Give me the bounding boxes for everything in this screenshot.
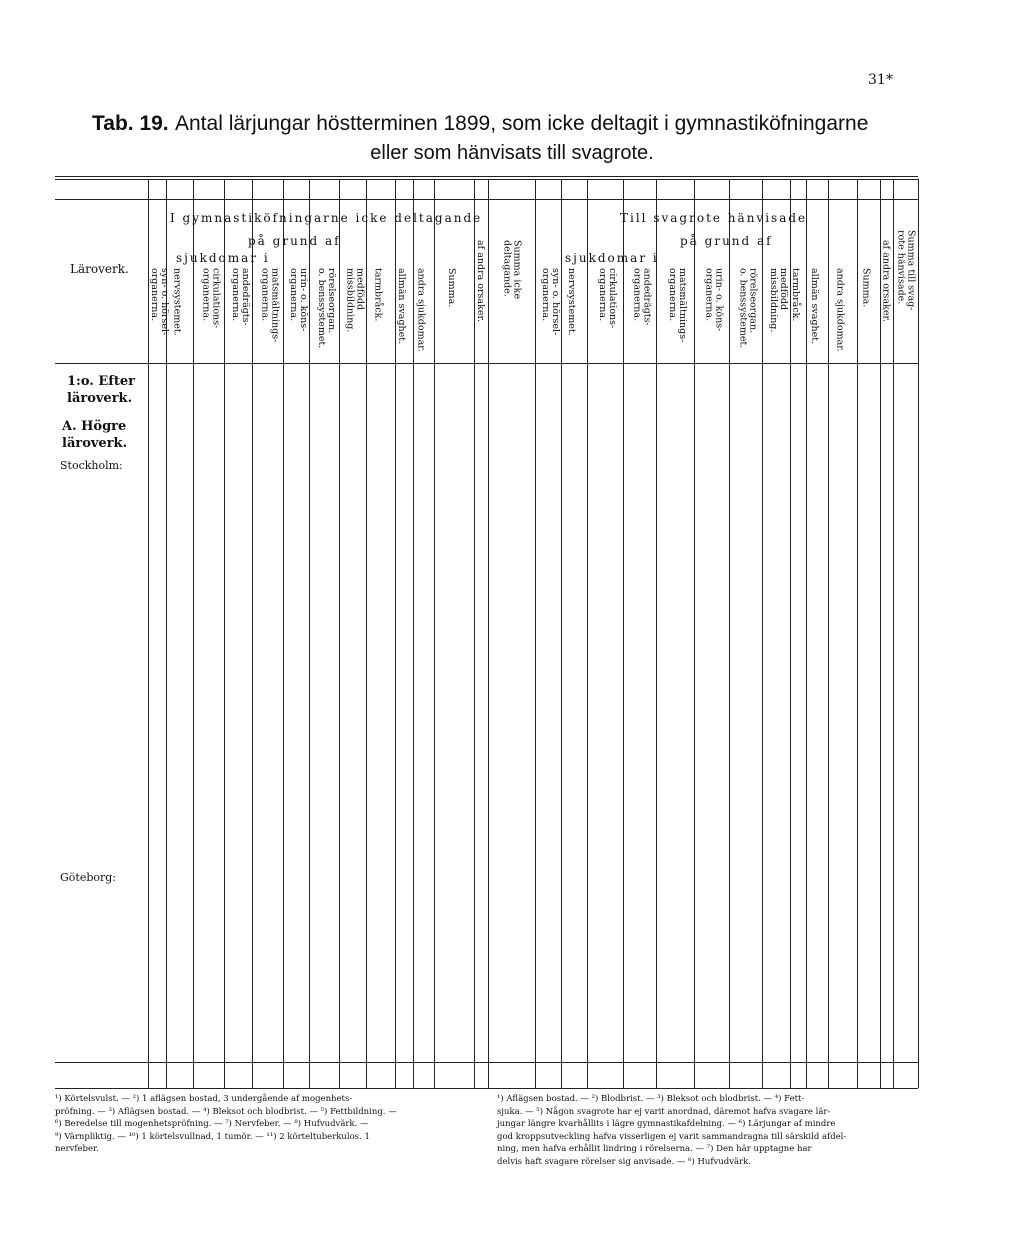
- footnote-left-line: pröfning. — ³) Aflägsen bostad. — ⁴) Bleksot och blodbrist. — ⁵) Fettbildning. —: [55, 1106, 397, 1117]
- header-pa-grund-left: på grund af: [248, 234, 341, 248]
- rule-top: [55, 176, 918, 177]
- footnote-right-line: ¹) Aflägsen bostad. — ²) Blodbrist. — ³) Bleksot och blodbrist. — ⁴) Fett-: [497, 1094, 805, 1104]
- header-col-14: af andra orsaker.: [475, 240, 486, 322]
- header-col-right-18: cirkulations- organerna.: [597, 268, 618, 329]
- column-rule: [587, 179, 588, 1088]
- column-rule: [488, 179, 489, 1088]
- header-col-29: Summa till svag- rote hänvisade.: [895, 230, 917, 311]
- column-rule: [413, 179, 414, 1088]
- header-col-left-10: tarmbråck.: [372, 268, 384, 322]
- column-rule: [806, 179, 807, 1088]
- column-rule: [339, 179, 340, 1088]
- column-rule: [366, 179, 367, 1088]
- rule-bottom: [55, 1088, 918, 1089]
- header-col-left-3: nervsystemet.: [171, 268, 183, 336]
- header-col-right-26: andra sjukdomar.: [834, 268, 846, 352]
- section-goteborg: Göteborg:: [60, 871, 117, 884]
- column-rule: [193, 179, 194, 1088]
- header-sjukdomar-left: sjukdomar i: [176, 251, 270, 265]
- header-col-left-9: medfödd missbildning.: [344, 268, 366, 333]
- column-rule: [224, 179, 225, 1088]
- header-group-left: I gymnastiköfningarne icke deltagande: [170, 211, 483, 225]
- page-number: 31*: [868, 72, 893, 88]
- section-stockholm: Stockholm:: [60, 459, 123, 472]
- column-rule: [535, 179, 536, 1088]
- header-col-left-2: syn- o. hörsel- organerna.: [149, 268, 170, 336]
- column-rule: [762, 179, 763, 1088]
- header-col-left-6: matsmältnings- organerna.: [259, 268, 281, 343]
- header-col-right-24: tarmbråck.: [790, 268, 801, 322]
- page-title: Antal lärjungar höstterminen 1899, som icke deltagit i gymnastiköfningarne: [175, 112, 869, 135]
- section-efter: 1:o. Efter läroverk.: [67, 374, 135, 406]
- header-pa-grund-right: på grund af: [680, 234, 773, 248]
- header-col-left-13: Summa.: [446, 268, 457, 308]
- section-hogre: A. Högre läroverk.: [62, 419, 128, 451]
- header-col-left-4: cirkulations- organerna.: [200, 268, 222, 329]
- header-col-right-19: andedrägts- organerna.: [631, 268, 653, 326]
- column-rule: [694, 179, 695, 1088]
- header-col-right-25: allmän svaghet.: [809, 268, 820, 345]
- header-group-right: Till svagrote hänvisade: [620, 211, 808, 225]
- footnote-left-line: nervfeber.: [55, 1144, 99, 1154]
- header-col-28: af andra orsaker.: [880, 240, 892, 322]
- footnote-right-line: jungar längre kvarhållits i lägre gymnastikafdelning. — ⁶) Lärjungar af mindre: [497, 1119, 836, 1129]
- column-rule: [729, 179, 730, 1088]
- footnote-left-line: ¹) Körtelsvulst. — ²) 1 aflägsen bostad, 3 undergående af mogenhets-: [55, 1094, 353, 1104]
- header-sjukdomar-right: sjukdomar i: [565, 251, 659, 265]
- column-rule: [252, 179, 253, 1088]
- header-col-right-17: nervsystemet.: [566, 268, 577, 336]
- header-col-left-12: andra sjukdomar.: [415, 268, 427, 352]
- footnote-left-line: ⁹) Värnpliktig. — ¹⁰) 1 körtelsvullnad, 1 tumör. — ¹¹) 2 körteltuberkulos. 1: [55, 1131, 370, 1142]
- column-rule: [434, 179, 435, 1088]
- header-col-left-7: urin- o. köns- organerna.: [288, 268, 309, 332]
- header-col-right-27: Summa.: [860, 268, 872, 308]
- column-rule: [309, 179, 310, 1088]
- header-col-right-16: syn- o. hörsel- organerna.: [540, 268, 561, 336]
- column-rule: [828, 179, 829, 1088]
- column-rule: [283, 179, 284, 1088]
- footnote-right-line: sjuka. — ⁵) Någon svagrote har ej varit anordnad, däremot hafva svagare lär-: [497, 1106, 831, 1117]
- table-label: Tab. 19.: [92, 112, 169, 135]
- header-laroverk: Läroverk.: [70, 262, 129, 276]
- rule-header-bottom: [55, 363, 918, 364]
- column-rule: [561, 179, 562, 1088]
- header-col-left-8: rörelseorgan. o. benssystemet.: [316, 268, 337, 349]
- header-col-right-23: medfödd missbildning.: [768, 268, 789, 333]
- column-rule: [623, 179, 624, 1088]
- rule-summa-top: [55, 1062, 918, 1063]
- header-col-right-21: urin- o. köns- organerna.: [703, 268, 725, 332]
- header-col-left-5: andedrägts- organerna.: [230, 268, 251, 326]
- column-rule: [918, 179, 919, 1088]
- footnote-left-line: ⁶) Beredelse till mogenhetspröfning. — ⁷) Nervfeber. — ⁸) Hufvudvärk. —: [55, 1119, 369, 1129]
- header-col-15: Summa icke deltagande.: [501, 240, 523, 300]
- column-rule: [893, 179, 894, 1088]
- footnote-right-line: ning, men hafva erhållit lindring i rörelserna. — ⁷) Den här upptagne har: [497, 1144, 812, 1154]
- header-col-right-20: matsmältnings- organerna.: [667, 268, 688, 343]
- column-rule: [656, 179, 657, 1088]
- header-col-left-11: allmän svaghet.: [396, 268, 407, 345]
- rule-colnums: [55, 199, 918, 200]
- header-col-right-22: rörelseorgan. o. benssystemet.: [737, 268, 759, 349]
- footnote-right-line: god kroppsutveckling hafva visserligen ej varit sammandragna till särskild afdel-: [497, 1131, 847, 1142]
- column-rule: [857, 179, 858, 1088]
- rule-top2: [55, 179, 918, 180]
- footnote-right-line: delvis haft svagare rörelser sig anvisade. — ⁸) Hufvudvärk.: [497, 1156, 752, 1167]
- page-subtitle: eller som hänvisats till svagrote.: [370, 142, 654, 164]
